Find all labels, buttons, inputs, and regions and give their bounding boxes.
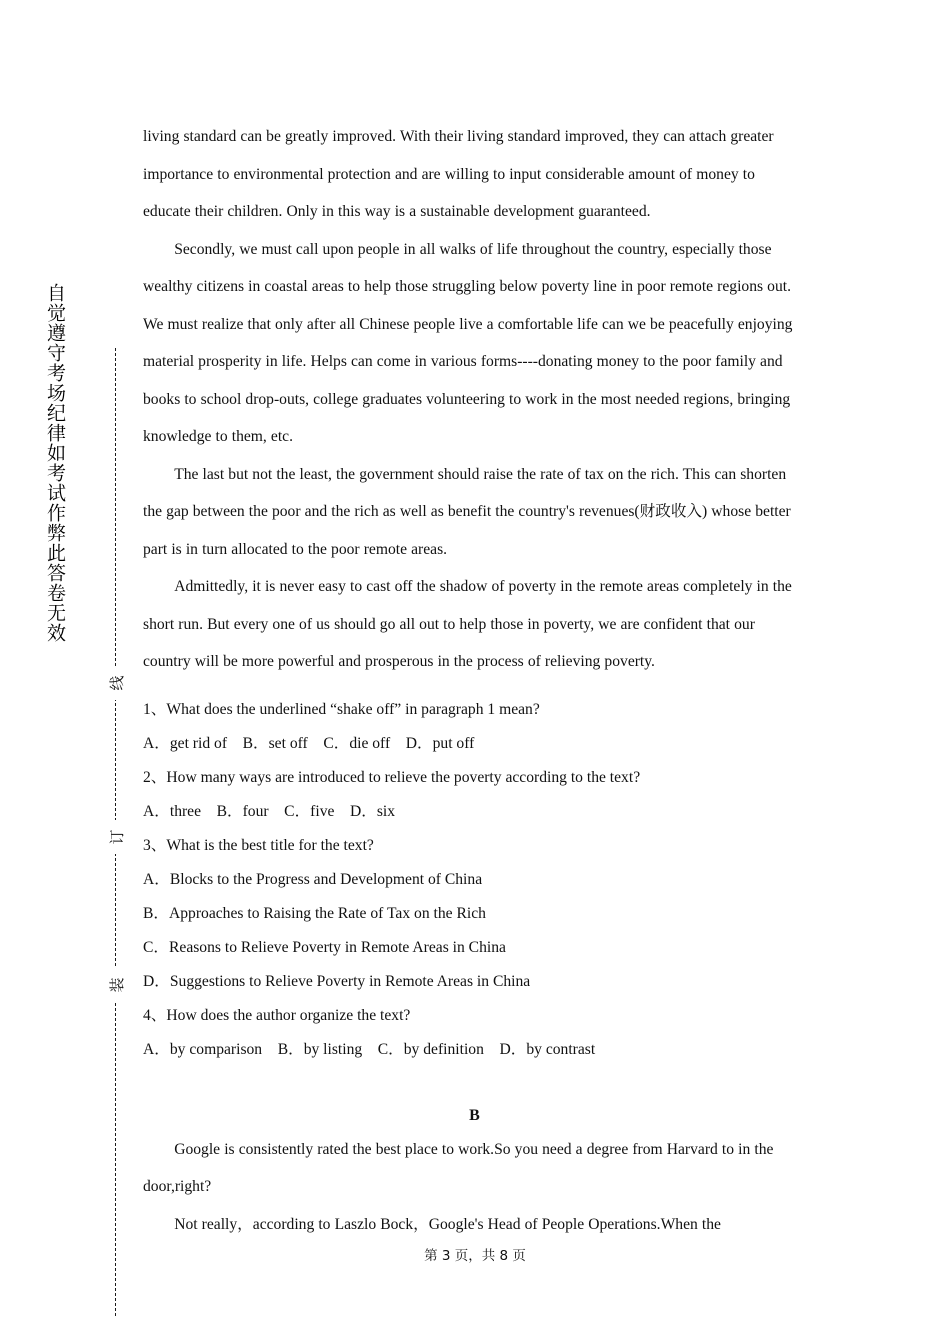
binding-char-zhuang: 装 xyxy=(100,968,134,1002)
passage-paragraph-continued: living standard can be greatly improved. With their living standard improved, they can attach greater importance to environmental protection and are willing to input considerable amount of money to educate their children. Only in this way is a sustainable development guaranteed. xyxy=(143,128,774,220)
question-3-number: 3、 xyxy=(143,836,167,854)
question-3-option-c[interactable]: C．Reasons to Relieve Poverty in Remote Areas in China xyxy=(143,938,506,956)
spacer xyxy=(143,681,806,693)
question-1-number: 1、 xyxy=(143,700,167,718)
question-1-stem xyxy=(143,693,806,727)
question-2-options[interactable]: A．three B．four C．five D．six xyxy=(143,802,396,820)
exam-integrity-notice: 自觉遵守考场纪律如考试作弊此答卷无效 xyxy=(44,283,66,643)
question-2-text: How many ways are introduced to relieve the poverty according to the text? xyxy=(166,768,641,786)
question-4-stem xyxy=(143,999,806,1033)
section-b-label: B xyxy=(469,1106,480,1124)
question-3-option-d[interactable]: D．Suggestions to Relieve Poverty in Remote Areas in China xyxy=(143,972,531,990)
question-3-text: What is the best title for the text? xyxy=(166,836,374,854)
passage-paragraph-admittedly: Admittedly, it is never easy to cast off the shadow of poverty in the remote areas completely in the short run. But every one of us should go all out to help those in poverty, we are confident that our country will be more powerful and prosperous in the process of relieving poverty. xyxy=(143,578,792,670)
section-b-paragraph-2: Not really，according to Laszlo Bock，Google's Head of People Operations.When the xyxy=(174,1215,721,1233)
question-2-number: 2、 xyxy=(143,768,167,786)
question-3-option-a[interactable]: A．Blocks to the Progress and Development of China xyxy=(143,870,483,888)
question-4-text: How does the author organize the text? xyxy=(166,1006,411,1024)
question-3-option-b[interactable]: B．Approaches to Raising the Rate of Tax on the Rich xyxy=(143,904,486,922)
passage-paragraph-last-but-not-least: The last but not the least, the government should raise the rate of tax on the rich. This can shorten the gap between the poor and the rich as well as benefit the country's revenues(财政收入) whose better part is in turn allocated to the poor remote areas. xyxy=(143,465,791,558)
question-4-options[interactable]: A．by comparison B．by listing C．by definition D．by contrast xyxy=(143,1040,596,1058)
question-3-stem xyxy=(143,829,806,863)
page-footer: 第 3 页，共 8 页 xyxy=(424,1248,526,1264)
binding-char-ding: 订 xyxy=(100,820,134,854)
question-1-options[interactable]: A．get rid of B．set off C．die off D．put off xyxy=(143,734,475,752)
binding-char-xian: 线 xyxy=(100,666,134,700)
question-1-text: What does the underlined “shake off” in paragraph 1 mean? xyxy=(166,700,540,718)
passage-paragraph-secondly: Secondly, we must call upon people in all walks of life throughout the country, especially those wealthy citizens in coastal areas to help those struggling below poverty line in poor remote regions out. We must realize that only after all Chinese people live a comfortable life can we be peacefully enjoying material prosperity in life. Helps can come in various forms----donating money to the poor family and books to school drop-outs, college graduates volunteering to work in the most needed regions, bringing knowledge to them, etc. xyxy=(143,240,793,445)
question-2-stem xyxy=(143,761,806,795)
question-4-number: 4、 xyxy=(143,1006,167,1024)
spacer xyxy=(143,1067,806,1101)
section-b-paragraph-1: Google is consistently rated the best place to work.So you need a degree from Harvard to in the door,right? xyxy=(143,1140,774,1195)
main-text-column xyxy=(143,118,806,1243)
